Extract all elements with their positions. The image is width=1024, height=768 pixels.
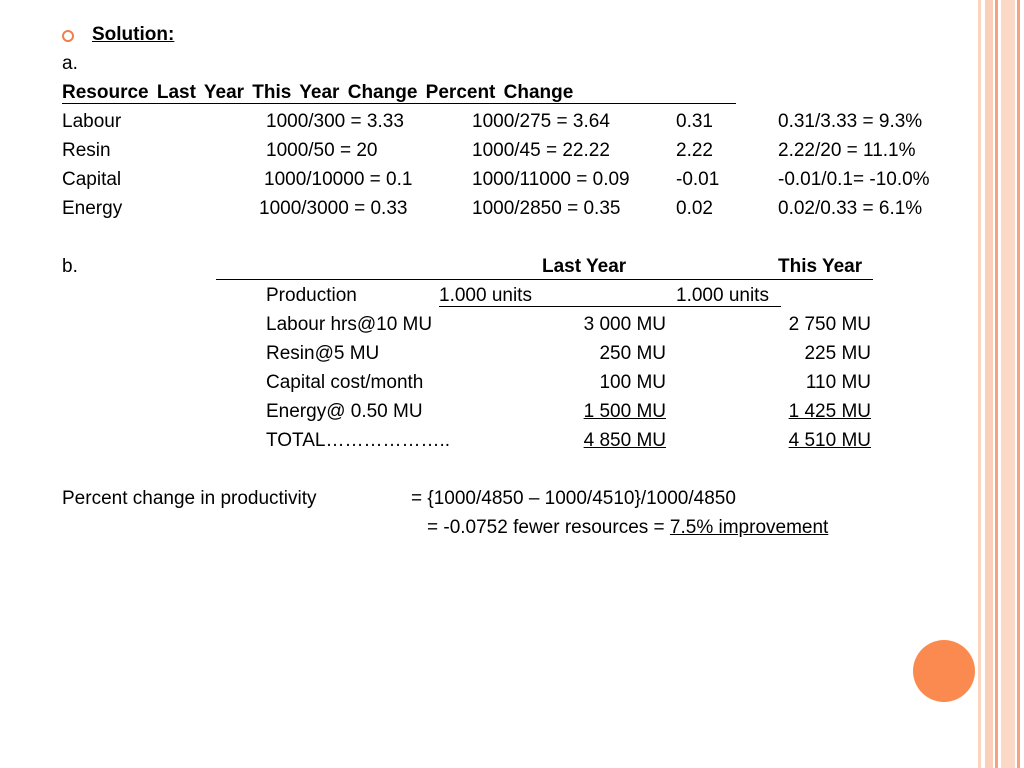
part-a-cell: 1000/10000 = 0.1	[264, 169, 413, 190]
part-b-item-label: Capital cost/month	[266, 372, 424, 393]
total-this: 4 510 MU	[788, 430, 871, 451]
header-text: Resource Last Year This Year Change Percent Change	[62, 82, 574, 103]
part-b-this-year-value: 110 MU	[805, 372, 871, 393]
part-b-last-year-value: 100 MU	[599, 372, 666, 393]
part-a-cell: 1000/50 = 20	[266, 140, 378, 161]
part-a-cell: 2.22/20 = 11.1%	[778, 140, 916, 161]
part-b-this-year-value: 1 425 MU	[788, 401, 871, 422]
part-a-cell: Capital	[62, 169, 122, 190]
decor-stripe-3	[995, 0, 998, 768]
part-a-cell: 1000/2850 = 0.35	[472, 198, 621, 219]
decor-stripe-4	[1001, 0, 1015, 768]
part-a-cell: 0.31	[676, 111, 713, 132]
decor-stripe-5	[1017, 0, 1020, 768]
production-this: 1.000 units	[676, 285, 769, 306]
part-a-cell: Resin	[62, 140, 111, 161]
part-a-cell: 0.02	[676, 198, 713, 219]
bullet-icon	[62, 30, 74, 42]
part-a-cell: 1000/300 = 3.33	[266, 111, 404, 132]
production-last: 1.000 units	[439, 285, 532, 306]
part-a-cell: 2.22	[676, 140, 713, 161]
part-b-last-year-value: 250 MU	[599, 343, 666, 364]
part-b-last-year-value: 1 500 MU	[583, 401, 666, 422]
part-a-cell: 1000/3000 = 0.33	[259, 198, 408, 219]
part-b-item-label: Resin@5 MU	[266, 343, 380, 364]
conclusion-label: Percent change in productivity	[62, 488, 317, 509]
part-b-header-underline	[216, 279, 873, 280]
total-label: TOTAL………………..	[266, 430, 451, 451]
part-b-last-year-value: 3 000 MU	[583, 314, 666, 335]
production-label: Production	[266, 285, 357, 306]
solution-heading: Solution:	[92, 24, 175, 45]
part-b-item-label: Labour hrs@10 MU	[266, 314, 433, 335]
part-b-this-year-value: 2 750 MU	[788, 314, 871, 335]
part-b-item-label: Energy@ 0.50 MU	[266, 401, 423, 422]
part-a-cell: Labour	[62, 111, 122, 132]
conclusion-result: 7.5% improvement	[669, 517, 829, 538]
part-a-cell: -0.01	[676, 169, 720, 190]
part-a-cell: Energy	[62, 198, 123, 219]
part-b-this-year-value: 225 MU	[804, 343, 871, 364]
part-a-label: a.	[62, 53, 78, 74]
conclusion-line2	[427, 517, 828, 539]
part-a-cell: 1000/275 = 3.64	[472, 111, 610, 132]
decor-stripe-2	[985, 0, 993, 768]
decor-circle	[913, 640, 975, 702]
part-a-cell: 0.31/3.33 = 9.3%	[778, 111, 923, 132]
part-a-cell: 0.02/0.33 = 6.1%	[778, 198, 923, 219]
part-a-cell: -0.01/0.1= -10.0%	[778, 169, 930, 190]
col-this-year: This Year	[778, 256, 863, 277]
conclusion-line1: = {1000/4850 – 1000/4510}/1000/4850	[411, 488, 736, 509]
decor-stripe-1	[978, 0, 981, 768]
col-last-year: Last Year	[542, 256, 627, 277]
part-a-cell: 1000/11000 = 0.09	[472, 169, 630, 190]
conclusion-line2-prefix: = -0.0752 fewer resources =	[427, 517, 670, 538]
part-a-cell: 1000/45 = 22.22	[472, 140, 610, 161]
part-b-label: b.	[62, 256, 78, 277]
total-last: 4 850 MU	[583, 430, 666, 451]
